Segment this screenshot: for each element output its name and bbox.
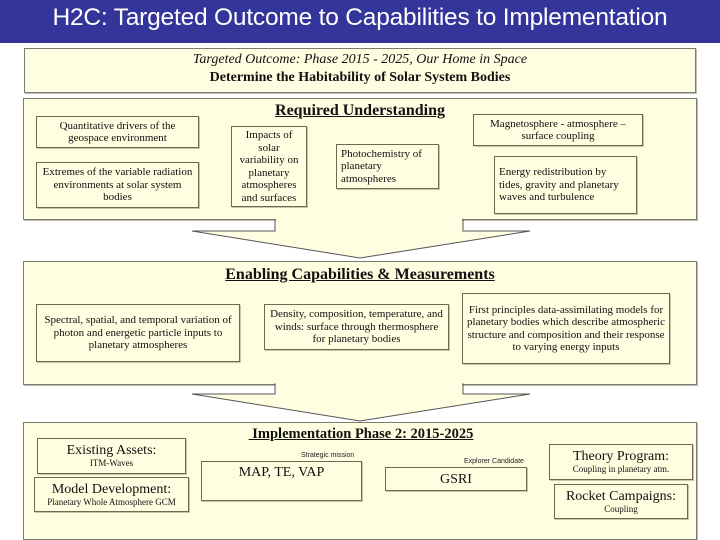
box-text: Impacts of solar variability on planetary atmospheres and surfaces (239, 129, 299, 204)
box-text: Extremes of the variable radiation environments at solar system bodies (42, 166, 193, 204)
box-text: Magnetosphere - atmosphere – surface coupling (490, 117, 626, 142)
explorer-candidate-tag: Explorer Candidate (464, 458, 524, 465)
box-text: Quantitative drivers of the geospace environment (59, 119, 176, 144)
explorer-candidate-text: GSRI (440, 471, 472, 487)
strategic-mission-tag: Strategic mission (301, 452, 355, 459)
box-text: Spectral, spatial, and temporal variation of photon and energetic particle inputs to planetary atmospheres (44, 314, 232, 352)
energy-redistribution-box (494, 156, 637, 214)
photochemistry-box (336, 144, 439, 189)
enabling-capabilities-heading: Enabling Capabilities & Measurements (225, 266, 495, 283)
theory-program-title: Theory Program: (572, 449, 670, 464)
implementation-panel (23, 422, 697, 540)
extremes-radiation-box (36, 162, 199, 208)
first-principles-models-box (462, 293, 670, 364)
box-text: Energy redistribution by tides, gravity and planetary waves and turbulence (499, 166, 619, 204)
theory-program-box (549, 444, 693, 480)
slide-title: H2C: Targeted Outcome to Capabilities to Implementation (52, 4, 668, 31)
targeted-outcome-goal: Determine the Habitability of Solar System Bodies (209, 70, 511, 85)
rocket-campaigns-box (554, 484, 688, 519)
implementation-heading: Implementation Phase 2: 2015-2025 (248, 426, 474, 442)
targeted-outcome-phase: Targeted Outcome: Phase 2015 - 2025, Our Home in Space (192, 52, 528, 67)
model-development-box (34, 477, 189, 512)
density-composition-box (264, 304, 449, 350)
required-understanding-heading: Required Understanding (275, 102, 445, 119)
existing-assets-title: Existing Assets: (66, 443, 157, 458)
rocket-campaigns-title: Rocket Campaigns: (565, 488, 677, 504)
existing-assets-sub: ITM-Waves (89, 458, 134, 468)
targeted-outcome-panel (24, 48, 696, 93)
model-development-sub: Planetary Whole Atmosphere GCM (47, 496, 176, 507)
down-arrow-icon (180, 383, 550, 425)
strategic-mission-text: MAP, TE, VAP (238, 465, 325, 480)
magnetosphere-coupling-box (473, 114, 643, 146)
spectral-variation-box (36, 304, 240, 362)
enabling-capabilities-panel (23, 261, 697, 385)
theory-program-sub: Coupling in planetary atm. (572, 464, 670, 474)
strategic-mission-box (201, 461, 362, 501)
down-arrow-icon (180, 219, 550, 263)
explorer-candidate-box (385, 467, 527, 491)
existing-assets-box (37, 438, 186, 474)
rocket-campaigns-sub: Coupling (604, 503, 638, 514)
box-text: Density, composition, temperature, and winds: surface through thermosphere for planetary bodies (270, 308, 443, 346)
required-understanding-panel (23, 98, 697, 220)
model-development-title: Model Development: (51, 481, 172, 497)
quantitative-drivers-box (36, 116, 199, 148)
impacts-solar-variability-box (231, 126, 307, 207)
box-text: First principles data-assimilating models for planetary bodies which describe atmospheric structure and composition and their response to varying energy inputs (467, 303, 665, 353)
title-bar (0, 0, 720, 43)
box-text: Photochemistry of planetary atmospheres (341, 147, 422, 185)
